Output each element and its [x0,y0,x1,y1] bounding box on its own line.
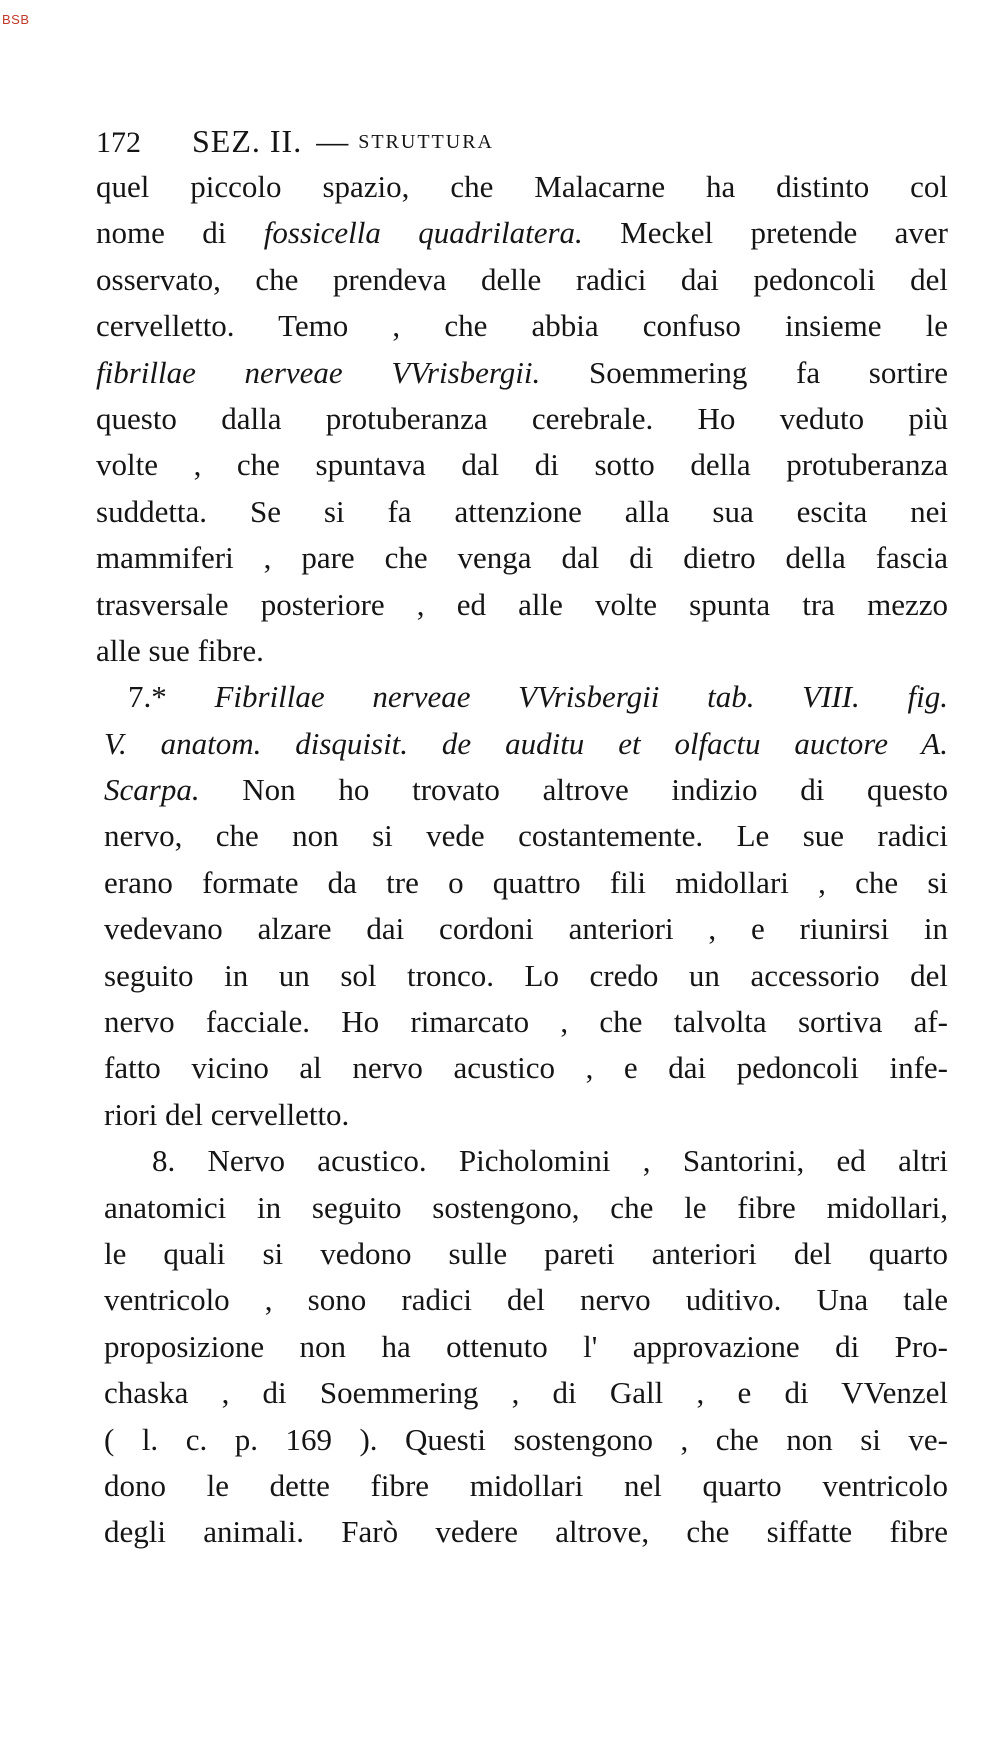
text-line [96,813,948,859]
text-line [96,906,948,952]
text-line [96,1463,948,1509]
book-page [96,118,948,1556]
library-watermark: BSB [2,12,30,27]
text-segment: nome di [96,215,264,251]
text-segment: le quali si vedono sulle pareti anteriori del quarto [104,1235,948,1271]
text-segment: 7.* [128,679,215,715]
text-line [96,999,948,1045]
text-line [96,210,948,256]
text-line [96,953,948,999]
text-line [96,489,948,535]
section-label: SEZ. II. [192,123,303,159]
text-line [96,582,948,628]
text-segment: 8. Nervo acustico. Picholomini , Santorini, ed altri [152,1143,948,1179]
text-segment: cervelletto. Temo , che abbia confuso insieme le [96,308,948,344]
text-segment: volte , che spuntava dal di sotto della protuberanza [96,447,948,483]
text-segment: degli animali. Farò vedere altrove, che siffatte fibre [104,1514,948,1550]
text-segment: nervo, che non si vede costantemente. Le sue radici [104,818,948,854]
page-number: 172 [96,126,141,159]
italic-text: Scarpa. [104,772,200,808]
text-segment: ventricolo , sono radici del nervo uditivo. Una tale [104,1282,948,1318]
text-line [96,1324,948,1370]
text-line [96,257,948,303]
text-segment: Non ho trovato altrove indizio di questo [199,772,948,808]
text-line [96,1138,948,1184]
running-title: STRUTTURA [358,131,494,153]
text-line [96,860,948,906]
italic-text: fossicella quadrilatera. [263,215,583,251]
text-line [96,674,948,720]
text-segment: mammiferi , pare che venga dal di dietro della fascia [96,540,948,576]
text-line [96,303,948,349]
italic-text: V. anatom. disquisit. de auditu et olfactu auctore A. [104,725,948,761]
text-segment: vedevano alzare dai cordoni anteriori , e riunirsi in [104,911,948,947]
text-segment: seguito in un sol tronco. Lo credo un accessorio del [104,957,948,993]
text-line [96,442,948,488]
text-segment: erano formate da tre o quattro fili midollari , che si [104,864,948,900]
text-line [96,1509,948,1555]
text-segment: anatomici in seguito sostengono, che le fibre midollari, [104,1189,948,1225]
text-line [96,1045,948,1091]
running-header [96,118,948,164]
text-line [96,721,948,767]
text-segment: suddetta. Se si fa attenzione alla sua escita nei [96,493,948,529]
italic-text: fibrillae nerveae VVrisbergii. [96,354,541,390]
text-segment: osservato, che prendeva delle radici dai pedoncoli del [96,261,948,297]
text-segment: riori del cervelletto. [104,1096,350,1132]
text-segment: dono le dette fibre midollari nel quarto ventricolo [104,1467,948,1503]
text-line [96,1417,948,1463]
text-segment: questo dalla protuberanza cerebrale. Ho veduto più [96,400,948,436]
text-segment: quel piccolo spazio, che Malacarne ha distinto col [96,169,948,204]
body-text [96,164,948,1556]
text-segment: alle sue fibre. [96,632,264,668]
text-line [96,1370,948,1416]
italic-text: Fibrillae nerveae VVrisbergii tab. VIII. fig. [214,679,948,715]
text-line [96,767,948,813]
text-segment: nervo facciale. Ho rimarcato , che talvolta sortiva af- [104,1004,948,1040]
text-line [96,628,948,674]
text-line [96,396,948,442]
text-segment: proposizione non ha ottenuto l' approvazione di Pro- [104,1328,948,1364]
text-line [96,1277,948,1323]
text-line [96,1231,948,1277]
text-line [96,535,948,581]
text-segment: fatto vicino al nervo acustico , e dai pedoncoli infe- [104,1050,948,1086]
text-segment: trasversale posteriore , ed alle volte spunta tra mezzo [96,586,948,622]
text-segment: ( l. c. p. 169 ). Questi sostengono , che non si ve- [104,1421,948,1457]
text-line [96,1092,948,1138]
text-segment: Meckel pretende aver [582,215,948,251]
text-segment: chaska , di Soemmering , di Gall , e di VVenzel [104,1375,948,1411]
text-segment: Soemmering fa sortire [540,354,949,390]
header-dash: — [316,123,349,159]
text-line [96,1185,948,1231]
text-line [96,350,948,396]
text-line [96,164,948,210]
